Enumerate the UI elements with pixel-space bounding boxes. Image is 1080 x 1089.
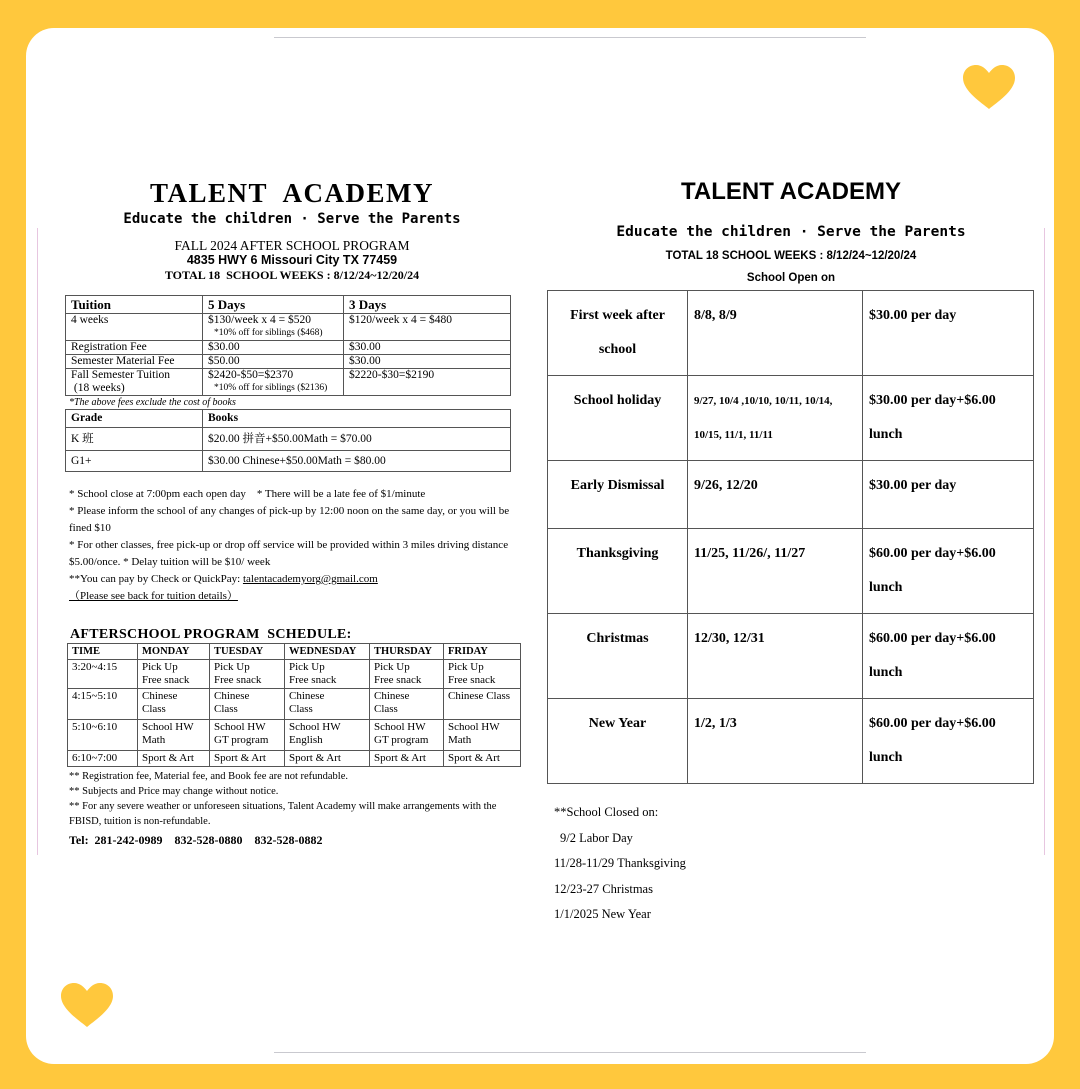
email-link[interactable]: talentacademyorg@gmail.com bbox=[242, 573, 378, 585]
table-row bbox=[548, 461, 1034, 529]
dates-cell: 12/30, 12/31 bbox=[688, 614, 863, 699]
time-cell: 5:10~6:10 bbox=[68, 720, 138, 751]
grade-cell: G1+ bbox=[66, 451, 203, 472]
open-days-table bbox=[547, 290, 1034, 784]
activity-cell: School HW GT program bbox=[210, 720, 285, 751]
books-cell: $30.00 Chinese+$50.00Math = $80.00 bbox=[203, 451, 511, 472]
event-cell: Thanksgiving bbox=[548, 529, 688, 614]
five-days-cell: $30.00 bbox=[203, 341, 344, 355]
dates-cell: 1/2, 1/3 bbox=[688, 699, 863, 784]
bottom-divider bbox=[274, 1052, 866, 1053]
schedule-title: AFTERSCHOOL PROGRAM SCHEDULE: bbox=[70, 627, 352, 642]
schedule-header: TUESDAY bbox=[210, 644, 285, 660]
five-days-cell: $130/week x 4 = $520 *10% off for siblings ($468) bbox=[203, 314, 344, 341]
row-label: Registration Fee bbox=[66, 341, 203, 355]
activity-cell: Chinese Class bbox=[138, 689, 210, 720]
table-row bbox=[66, 314, 511, 341]
table-row bbox=[68, 720, 521, 751]
row-label: 4 weeks bbox=[66, 314, 203, 341]
table-row bbox=[548, 614, 1034, 699]
grade-header: Grade bbox=[66, 410, 203, 428]
fall-program-page bbox=[63, 178, 521, 848]
row-label: Semester Material Fee bbox=[66, 355, 203, 369]
total-weeks: TOTAL 18 SCHOOL WEEKS : 8/12/24~12/20/24 bbox=[164, 268, 420, 282]
event-cell: Christmas bbox=[548, 614, 688, 699]
activity-cell: Sport & Art bbox=[285, 751, 370, 767]
price-cell: $30.00 per day bbox=[863, 291, 1034, 376]
books-header: Books bbox=[203, 410, 511, 428]
five-days-cell: $50.00 bbox=[203, 355, 344, 369]
activity-cell: Pick Up Free snack bbox=[370, 660, 444, 689]
table-row bbox=[68, 689, 521, 720]
school-open-page bbox=[546, 176, 1036, 928]
time-cell: 4:15~5:10 bbox=[68, 689, 138, 720]
tuition-table bbox=[65, 295, 511, 396]
table-row bbox=[548, 291, 1034, 376]
price-cell: $60.00 per day+$6.00 lunch bbox=[863, 614, 1034, 699]
closed-days bbox=[554, 800, 1036, 928]
price-cell: $30.00 per day bbox=[863, 461, 1034, 529]
schedule-header: WEDNESDAY bbox=[285, 644, 370, 660]
dates-cell: 8/8, 8/9 bbox=[688, 291, 863, 376]
footnote: ** Subjects and Price may change without notice. bbox=[69, 786, 279, 797]
time-cell: 3:20~4:15 bbox=[68, 660, 138, 689]
event-cell: First week after school bbox=[548, 291, 688, 376]
schedule-header: TIME bbox=[68, 644, 138, 660]
address: 4835 HWY 6 Missouri City TX 77459 bbox=[186, 253, 398, 267]
three-days-cell: $120/week x 4 = $480 bbox=[344, 314, 511, 341]
table-row bbox=[68, 751, 521, 767]
footnotes bbox=[69, 769, 519, 829]
activity-cell: Chinese Class bbox=[370, 689, 444, 720]
schedule-header: THURSDAY bbox=[370, 644, 444, 660]
activity-cell: Chinese Class bbox=[444, 689, 521, 720]
activity-cell: Chinese Class bbox=[210, 689, 285, 720]
price-cell: $60.00 per day+$6.00 lunch bbox=[863, 699, 1034, 784]
heart-icon bbox=[960, 64, 1018, 110]
table-row bbox=[548, 529, 1034, 614]
activity-cell: Sport & Art bbox=[370, 751, 444, 767]
footnote: ** Registration fee, Material fee, and Book fee are not refundable. bbox=[69, 771, 349, 782]
left-edge-line bbox=[37, 228, 38, 855]
closed-item: 9/2 Labor Day bbox=[560, 830, 633, 845]
footnote: ** For any severe weather or unforeseen situations, Talent Academy will make arrangements with the FBISD, tuition is non-refundable. bbox=[69, 801, 497, 827]
phone-numbers: Tel: 281-242-0989 832-528-0880 832-528-0882 bbox=[69, 833, 323, 847]
time-cell: 6:10~7:00 bbox=[68, 751, 138, 767]
top-divider bbox=[274, 37, 866, 38]
books-table bbox=[65, 409, 511, 472]
price-cell: $30.00 per day+$6.00 lunch bbox=[863, 376, 1034, 461]
page-title: TALENT ACADEMY bbox=[681, 178, 901, 205]
tagline: Educate the children · Serve the Parents bbox=[123, 211, 461, 227]
price-cell: $60.00 per day+$6.00 lunch bbox=[863, 529, 1034, 614]
grade-cell: K 班 bbox=[66, 428, 203, 451]
policy-note: * School close at 7:00pm each open day * There will be a late fee of $1/minute bbox=[69, 488, 426, 500]
activity-cell: Sport & Art bbox=[444, 751, 521, 767]
closed-item: 11/28-11/29 Thanksgiving bbox=[554, 856, 686, 870]
tagline: Educate the children · Serve the Parents bbox=[616, 224, 966, 240]
table-row bbox=[66, 428, 511, 451]
event-cell: Early Dismissal bbox=[548, 461, 688, 529]
table-row bbox=[548, 699, 1034, 784]
schedule-table bbox=[67, 643, 521, 767]
total-weeks: TOTAL 18 SCHOOL WEEKS : 8/12/24~12/20/24 bbox=[665, 250, 917, 262]
heart-icon bbox=[58, 982, 116, 1028]
event-cell: School holiday bbox=[548, 376, 688, 461]
table-row bbox=[66, 355, 511, 369]
activity-cell: School HW Math bbox=[444, 720, 521, 751]
activity-cell: Pick Up Free snack bbox=[138, 660, 210, 689]
activity-cell: School HW GT program bbox=[370, 720, 444, 751]
table-row bbox=[66, 369, 511, 396]
three-days-header: 3 Days bbox=[344, 296, 511, 314]
table-row bbox=[66, 451, 511, 472]
closed-title: **School Closed on: bbox=[554, 805, 659, 819]
activity-cell: Pick Up Free snack bbox=[285, 660, 370, 689]
schedule-header: FRIDAY bbox=[444, 644, 521, 660]
activity-cell: Pick Up Free snack bbox=[444, 660, 521, 689]
dates-cell: 9/27, 10/4 ,10/10, 10/11, 10/14, 10/15, 11/1, 11/11 bbox=[688, 376, 863, 461]
schedule-header: MONDAY bbox=[138, 644, 210, 660]
dates-cell: 11/25, 11/26/, 11/27 bbox=[688, 529, 863, 614]
fees-note: *The above fees exclude the cost of books bbox=[69, 397, 236, 408]
closed-item: 12/23-27 Christmas bbox=[554, 881, 653, 896]
closed-item: 1/1/2025 New Year bbox=[554, 907, 651, 921]
right-edge-line bbox=[1044, 228, 1045, 855]
policy-notes bbox=[69, 486, 519, 605]
five-days-header: 5 Days bbox=[203, 296, 344, 314]
table-row bbox=[68, 660, 521, 689]
activity-cell: School HW Math bbox=[138, 720, 210, 751]
activity-cell: Sport & Art bbox=[210, 751, 285, 767]
three-days-cell: $30.00 bbox=[344, 341, 511, 355]
tuition-header: Tuition bbox=[66, 296, 203, 314]
activity-cell: Sport & Art bbox=[138, 751, 210, 767]
table-row bbox=[66, 341, 511, 355]
page-title: TALENT ACADEMY bbox=[149, 178, 435, 208]
five-days-cell: $2420-$50=$2370 *10% off for siblings ($2136) bbox=[203, 369, 344, 396]
activity-cell: Pick Up Free snack bbox=[210, 660, 285, 689]
payment-note: **You can pay by Check or QuickPay: talentacademyorg@gmail.com bbox=[69, 573, 378, 585]
activity-cell: School HW English bbox=[285, 720, 370, 751]
see-back-note: （Please see back for tuition details） bbox=[69, 590, 238, 602]
program-name: FALL 2024 AFTER SCHOOL PROGRAM bbox=[174, 238, 410, 253]
activity-cell: Chinese Class bbox=[285, 689, 370, 720]
event-cell: New Year bbox=[548, 699, 688, 784]
school-open-heading: School Open on bbox=[746, 272, 836, 284]
policy-note: * For other classes, free pick-up or drop off service will be provided within 3 miles driving distance $5.00/once. * Delay tuition will be $10/ week bbox=[69, 539, 509, 568]
row-label: Fall Semester Tuition (18 weeks) bbox=[66, 369, 203, 396]
dates-cell: 9/26, 12/20 bbox=[688, 461, 863, 529]
table-row bbox=[548, 376, 1034, 461]
books-cell: $20.00 拼音+$50.00Math = $70.00 bbox=[203, 428, 511, 451]
three-days-cell: $2220-$30=$2190 bbox=[344, 369, 511, 396]
three-days-cell: $30.00 bbox=[344, 355, 511, 369]
policy-note: * Please inform the school of any changes of pick-up by 12:00 noon on the same day, or you will be fined $10 bbox=[69, 505, 510, 534]
